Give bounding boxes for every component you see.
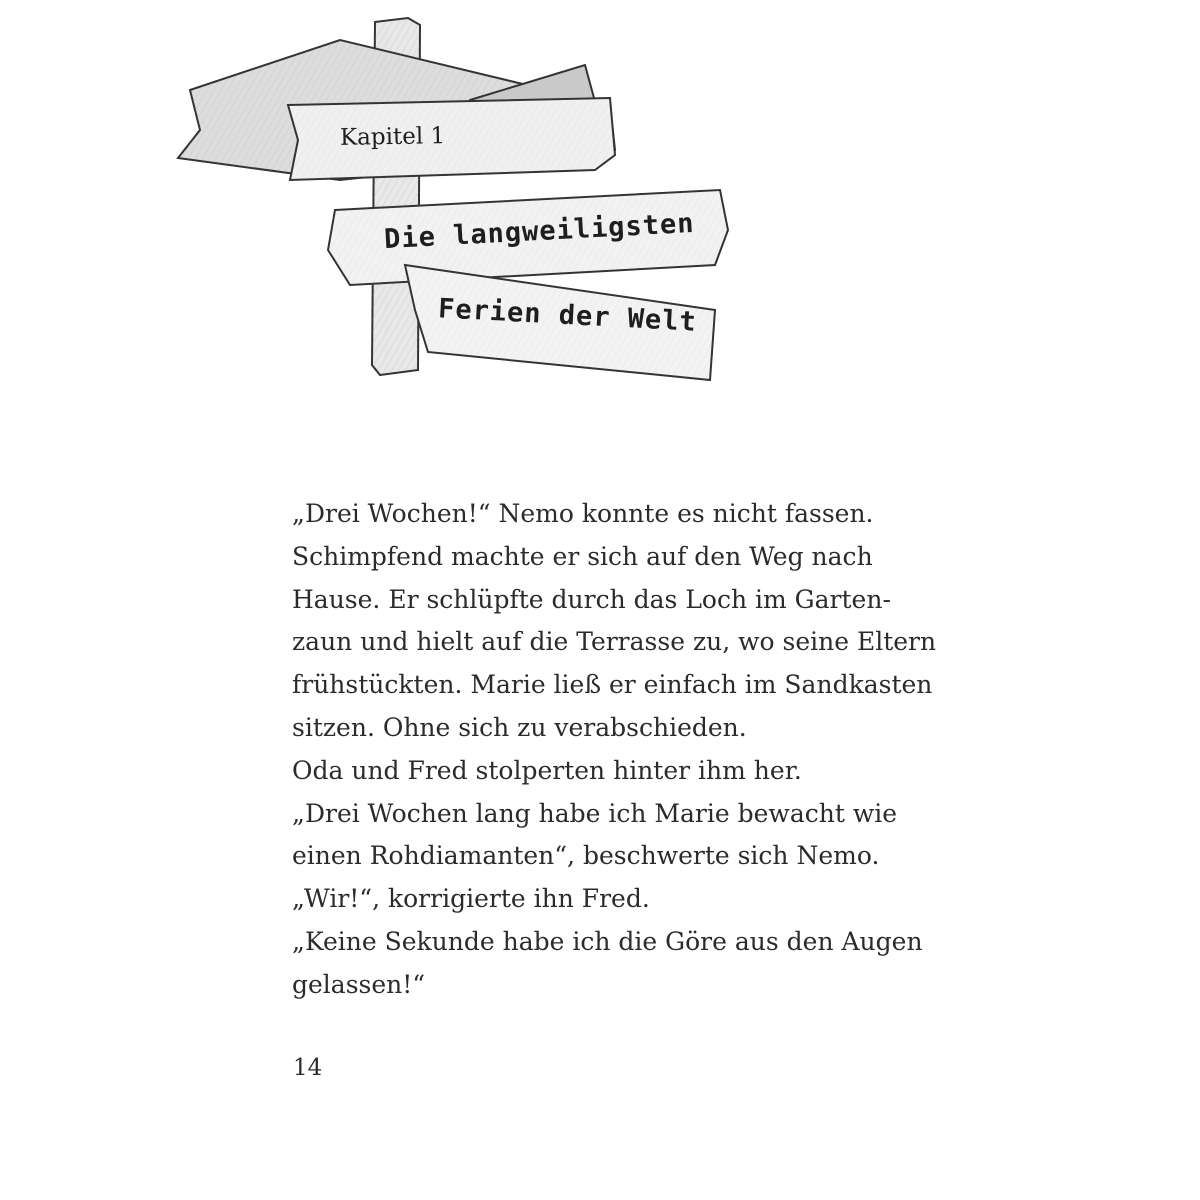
chapter-title-line2: Ferien der Welt bbox=[437, 293, 698, 338]
text-line: „Drei Wochen!“ Nemo konnte es nicht fassen. bbox=[292, 499, 874, 528]
chapter-title-line1: Die langweiligsten bbox=[383, 207, 696, 256]
text-line: sitzen. Ohne sich zu verabschieden. bbox=[292, 712, 747, 742]
text-line: „Wir!“, korrigierte ihn Fred. bbox=[292, 884, 650, 914]
text-line: einen Rohdiamanten“, beschwerte sich Nemo. bbox=[292, 841, 880, 871]
text-line: Schimpfend machte er sich auf den Weg nach bbox=[292, 541, 873, 571]
text-line: frühstückten. Marie ließ er einfach im Sandkasten bbox=[292, 670, 933, 700]
text-line: „Keine Sekunde habe ich die Göre aus den Augen bbox=[292, 926, 923, 956]
chapter-label: Kapitel 1 bbox=[339, 123, 446, 151]
text-line: gelassen!“ bbox=[292, 969, 426, 999]
text-line: Hause. Er schlüpfte durch das Loch im Garten- bbox=[292, 584, 891, 614]
body-text bbox=[292, 493, 937, 1007]
text-line: „Drei Wochen lang habe ich Marie bewacht wie bbox=[292, 798, 898, 828]
text-line: zaun und hielt auf die Terrasse zu, wo seine Eltern bbox=[292, 627, 937, 657]
page-number: 14 bbox=[293, 1055, 323, 1081]
text-line: Oda und Fred stolperten hinter ihm her. bbox=[292, 755, 802, 785]
